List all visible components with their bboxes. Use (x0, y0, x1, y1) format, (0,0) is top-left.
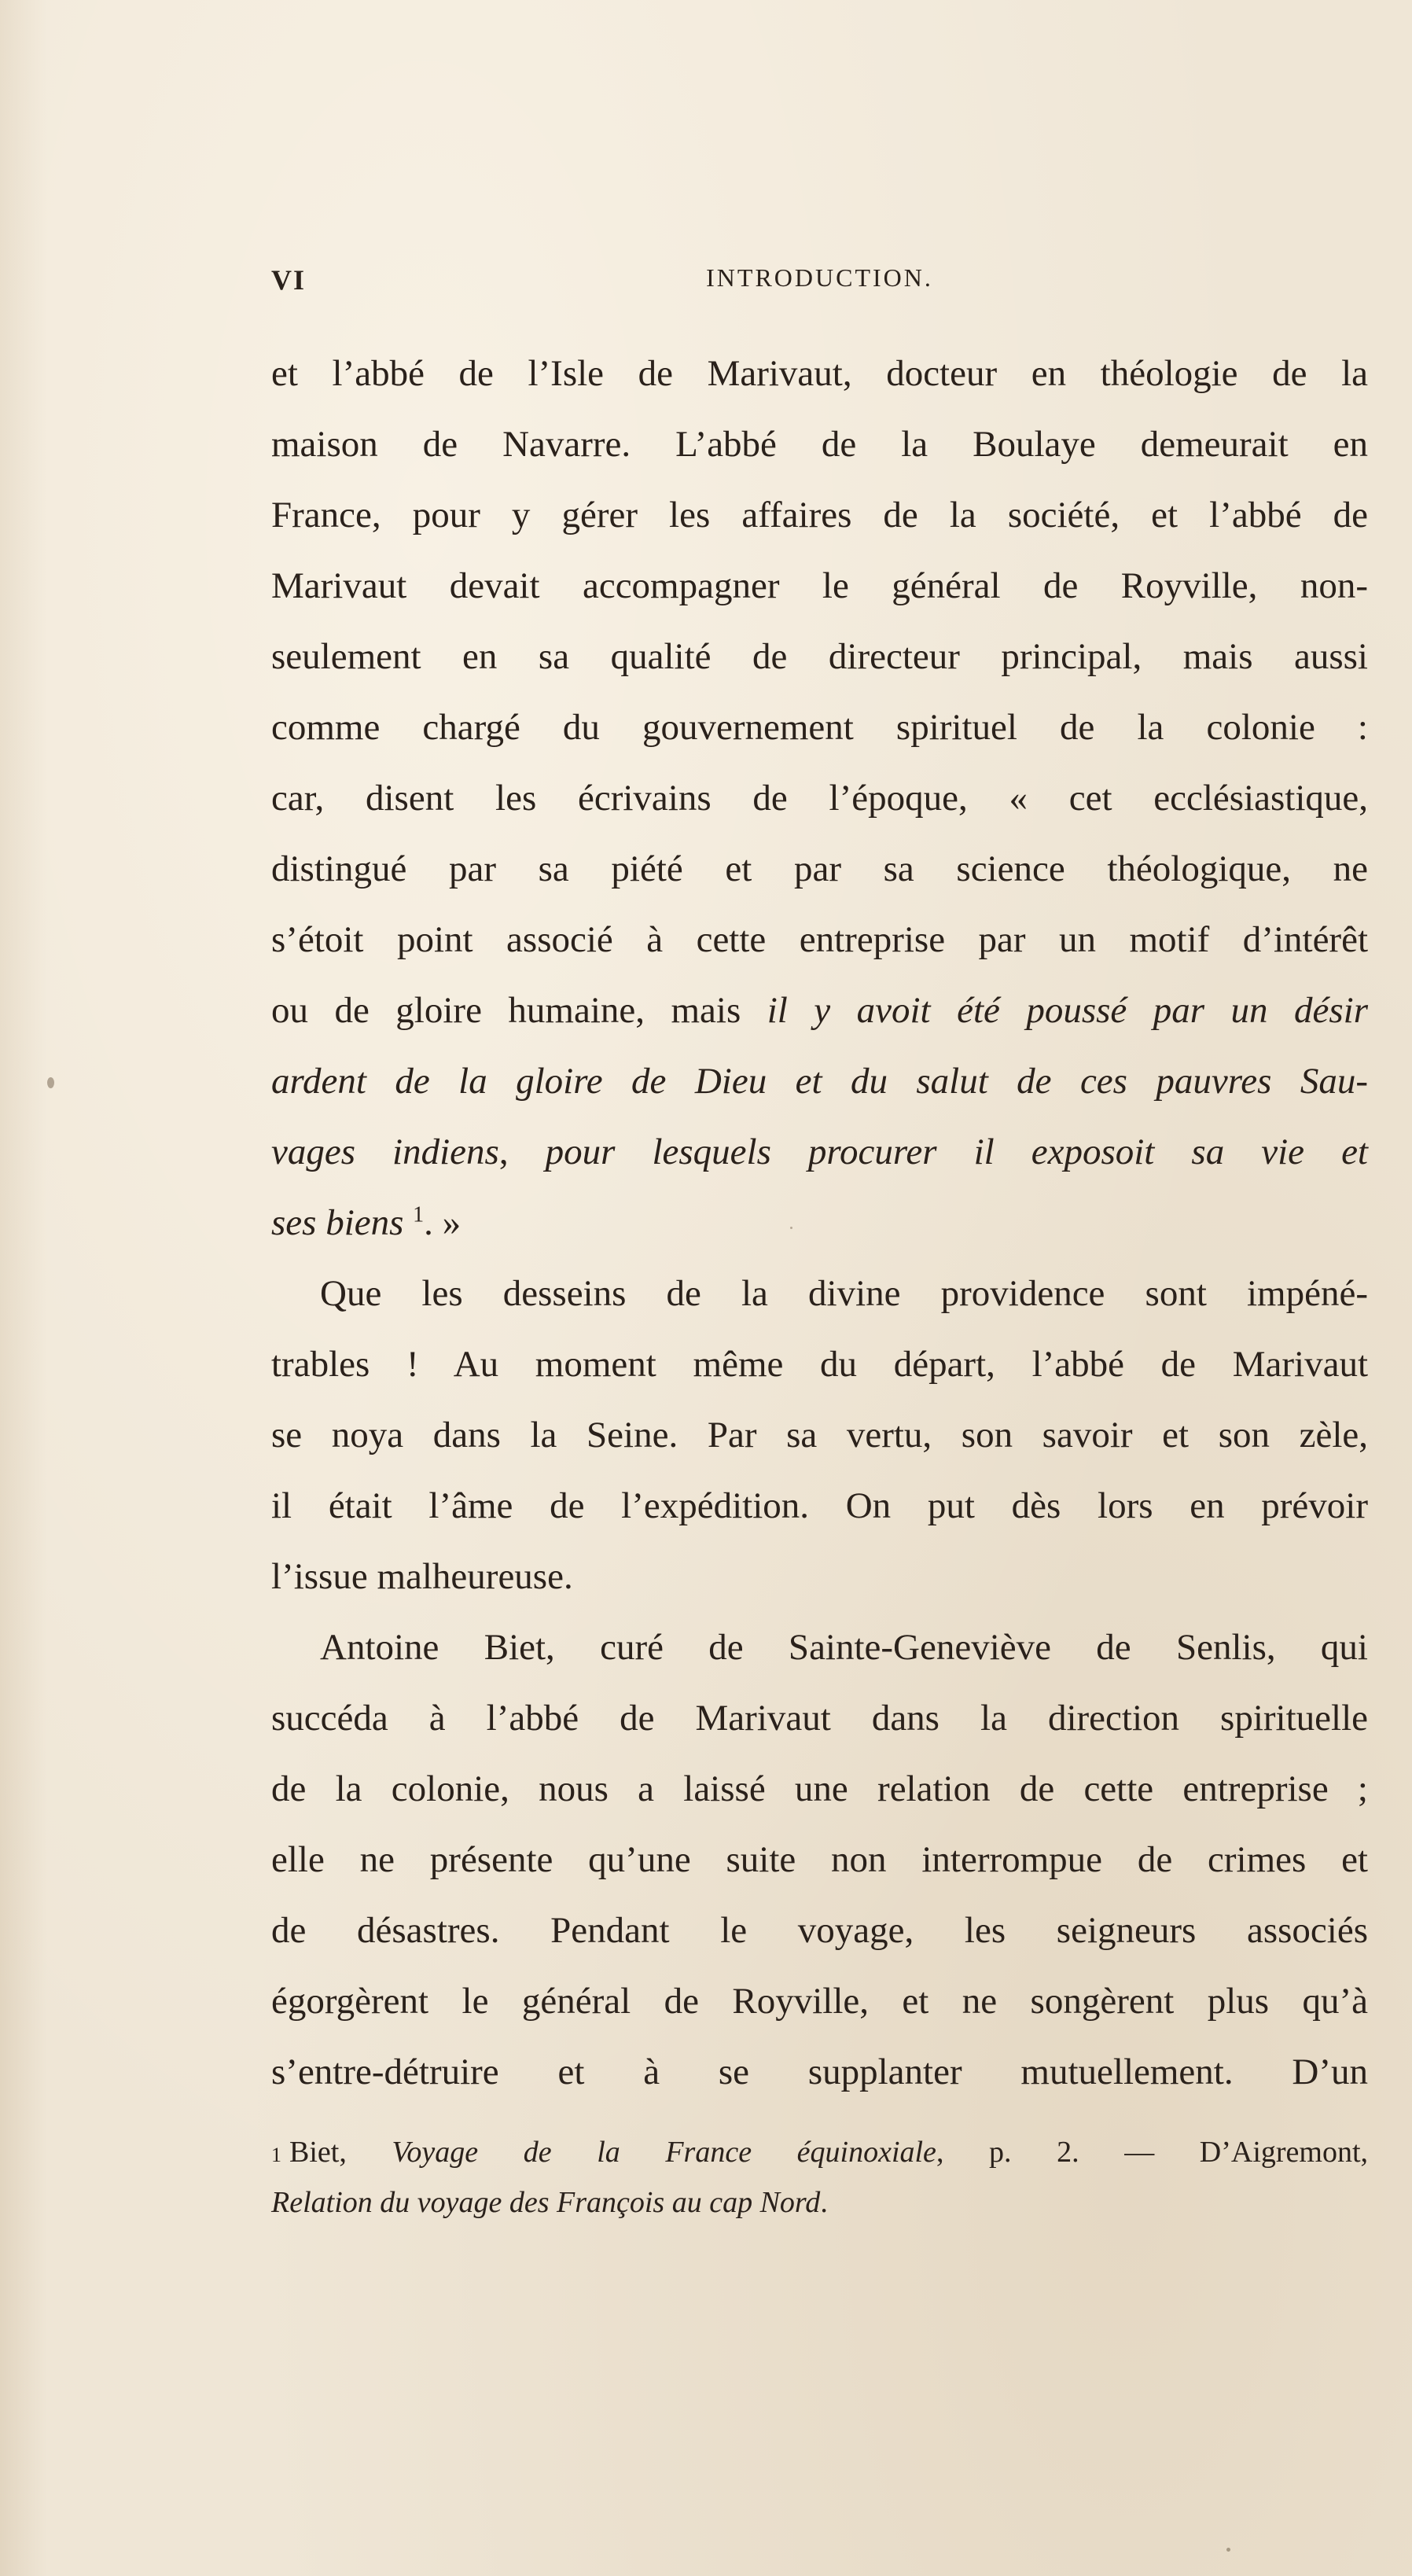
text-line: il était l’âme de l’expédition. On put dès lors en prévoir (271, 1485, 1368, 1526)
text-line: elle ne présente qu’une suite non interrompue de crimes et (271, 1839, 1368, 1880)
footnote-text: , p. 2. — D’Aigremont, (936, 2136, 1369, 2169)
text-line (271, 1187, 1368, 1258)
text-line: succéda à l’abbé de Marivaut dans la direction spirituelle (271, 1698, 1368, 1739)
running-title: INTRODUCTION. (706, 263, 933, 292)
text-run: ou de gloire humaine, mais (271, 990, 767, 1031)
text-line: car, disent les écrivains de l’époque, « cet ecclésiastique, (271, 778, 1368, 819)
footnote-text: . (820, 2186, 828, 2219)
footnote-number: 1 (271, 2144, 281, 2166)
footnote-author: Biet, (289, 2136, 392, 2169)
text-line: France, pour y gérer les affaires de la société, et l’abbé de (271, 495, 1368, 535)
page-number: VI (271, 264, 307, 296)
text-line: seulement en sa qualité de directeur principal, mais aussi (271, 636, 1368, 677)
text-line: se noya dans la Seine. Par sa vertu, son savoir et son zèle, (271, 1415, 1368, 1455)
text-line (271, 1117, 1368, 1187)
text-run: . » (424, 1202, 461, 1243)
running-head (271, 263, 1368, 303)
text-line: de la colonie, nous a laissé une relation de cette entreprise ; (271, 1768, 1368, 1809)
text-line: égorgèrent le général de Royville, et ne songèrent plus qu’à (271, 1981, 1368, 2022)
text-line: et l’abbé de l’Isle de Marivaut, docteur en théologie de la (271, 353, 1368, 394)
text-line (271, 975, 1368, 1046)
text-line: s’entre-détruire et à se supplanter mutuellement. D’un (271, 2052, 1368, 2092)
footnotes (271, 2127, 1368, 2228)
footnote-title: Voyage de la France équinoxiale (392, 2136, 936, 2169)
text-line: distingué par sa piété et par sa science théologique, ne (271, 848, 1368, 889)
paper-speck (1226, 2548, 1230, 2552)
text-line: l’issue malheureuse. (271, 1556, 573, 1597)
footnote-line (271, 2177, 1368, 2228)
text-line: Marivaut devait accompagner le général de Royville, non- (271, 565, 1368, 606)
text-line: ardent de la gloire de Dieu et du salut de ces pauvres Sau- (271, 1061, 1368, 1102)
paper-speck (790, 1227, 792, 1229)
text-line: de désastres. Pendant le voyage, les seigneurs associés (271, 1910, 1368, 1951)
text-line: Que les desseins de la divine providence sont impéné- (320, 1273, 1368, 1314)
footnote-title: Relation du voyage des François au cap Nord (271, 2186, 821, 2219)
text-line: Antoine Biet, curé de Sainte-Geneviève de Senlis, qui (320, 1627, 1368, 1668)
body-text (271, 338, 1368, 2107)
italic-run: ses biens (271, 1202, 404, 1243)
italic-run: pour lesquels procurer il exposoit sa vie et (545, 1132, 1368, 1172)
text-line: s’étoit point associé à cette entreprise par un motif d’intérêt (271, 919, 1368, 960)
text-run: , (498, 1132, 546, 1172)
footnote-reference: 1 (413, 1202, 425, 1227)
italic-run: il y avoit été poussé par un désir (767, 990, 1368, 1031)
text-line: comme chargé du gouvernement spirituel de la colonie : (271, 707, 1368, 748)
text-line: trables ! Au moment même du départ, l’abbé de Marivaut (271, 1344, 1368, 1385)
paper-speck (47, 1077, 54, 1088)
text-line: maison de Navarre. L’abbé de la Boulaye demeurait en (271, 424, 1368, 465)
italic-run: vages indiens (271, 1132, 499, 1172)
footnote-line (271, 2127, 1368, 2177)
